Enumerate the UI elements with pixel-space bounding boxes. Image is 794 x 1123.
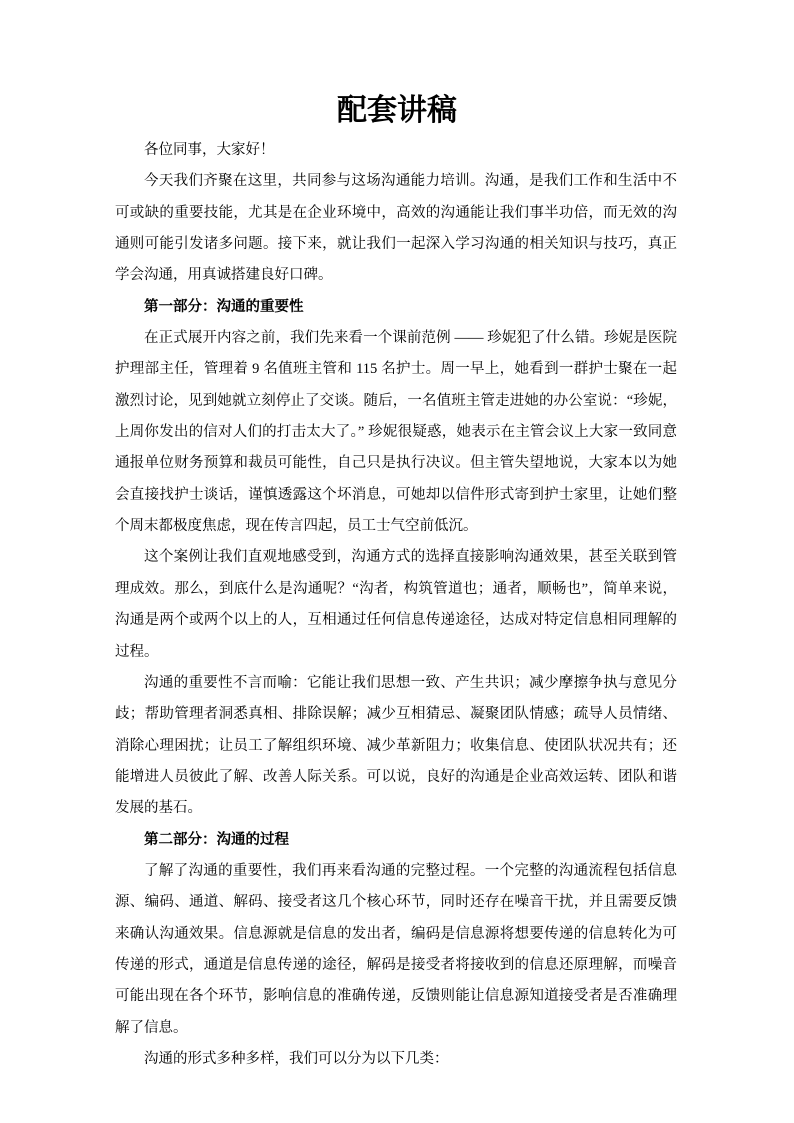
section-heading-part1: 第一部分：沟通的重要性 xyxy=(144,298,304,315)
paragraph-case-example: 在正式展开内容之前，我们先来看一个课前范例 —— 珍妮犯了什么错。珍妮是医院护理部主任，管理着 9 名值班主管和 115 名护士。周一早上，她看到一群护士聚在一起激烈讨论，见到她就立刻停止了交谈。随后，一名值班主管走进她的办公室说：“珍妮，上周你发出的信对人们的打击太大了。” 珍妮很疑惑，她表示在主管会议上大家一致同意通报单位财务预算和裁员可能性，自己只是执行决议。但主管失望地说，大家本以为她会直接找护士谈话，谨慎透露这个坏消息，可她却以信件形式寄到护士家里，让她们整个周末都极度焦虑，现在传言四起，员工士气空前低沉。 xyxy=(115,330,677,535)
document-body xyxy=(115,135,677,1075)
document-title: 配套讲稿 xyxy=(337,94,457,127)
paragraph-definition: 这个案例让我们直观地感受到，沟通方式的选择直接影响沟通效果，甚至关联到管理成效。那么，到底什么是沟通呢？“沟者，构筑管道也；通者，顺畅也”，简单来说，沟通是两个或两个以上的人，互相通过任何信息传递途径，达成对特定信息相同理解的过程。 xyxy=(115,549,677,660)
paragraph-forms-lead-in: 沟通的形式多种多样，我们可以分为以下几类： xyxy=(144,1050,449,1067)
paragraph-greeting: 各位同事，大家好！ xyxy=(144,142,275,158)
paragraph-importance: 沟通的重要性不言而喻：它能让我们思想一致、产生共识；减少摩擦争执与意见分歧；帮助管理者洞悉真相、排除误解；减少互相猜忌、凝聚团队情感；疏导人员情绪、消除心理困扰；让员工了解组织环境、减少革新阻力；收集信息、使团队状况共有；还能增进人员彼此了解、改善人际关系。可以说，良好的沟通是企业高效运转、团队和谐发展的基石。 xyxy=(115,674,677,817)
paragraph-intro: 今天我们齐聚在这里，共同参与这场沟通能力培训。沟通，是我们工作和生活中不可或缺的重要技能，尤其是在企业环境中，高效的沟通能让我们事半功倍，而无效的沟通则可能引发诸多问题。接下来，就让我们一起深入学习沟通的相关知识与技巧，真正学会沟通，用真诚搭建良好口碑。 xyxy=(115,173,677,284)
paragraph-process: 了解了沟通的重要性，我们再来看沟通的完整过程。一个完整的沟通流程包括信息源、编码、通道、解码、接受者这几个核心环节，同时还存在噪音干扰，并且需要反馈来确认沟通效果。信息源就是信息的发出者，编码是信息源将想要传递的信息转化为可传递的形式，通道是信息传递的途径，解码是接受者将接收到的信息还原理解，而噪音可能出现在各个环节，影响信息的准确传递，反馈则能让信息源知道接受者是否准确理解了信息。 xyxy=(115,862,677,1036)
section-heading-part2: 第二部分：沟通的过程 xyxy=(144,831,289,848)
